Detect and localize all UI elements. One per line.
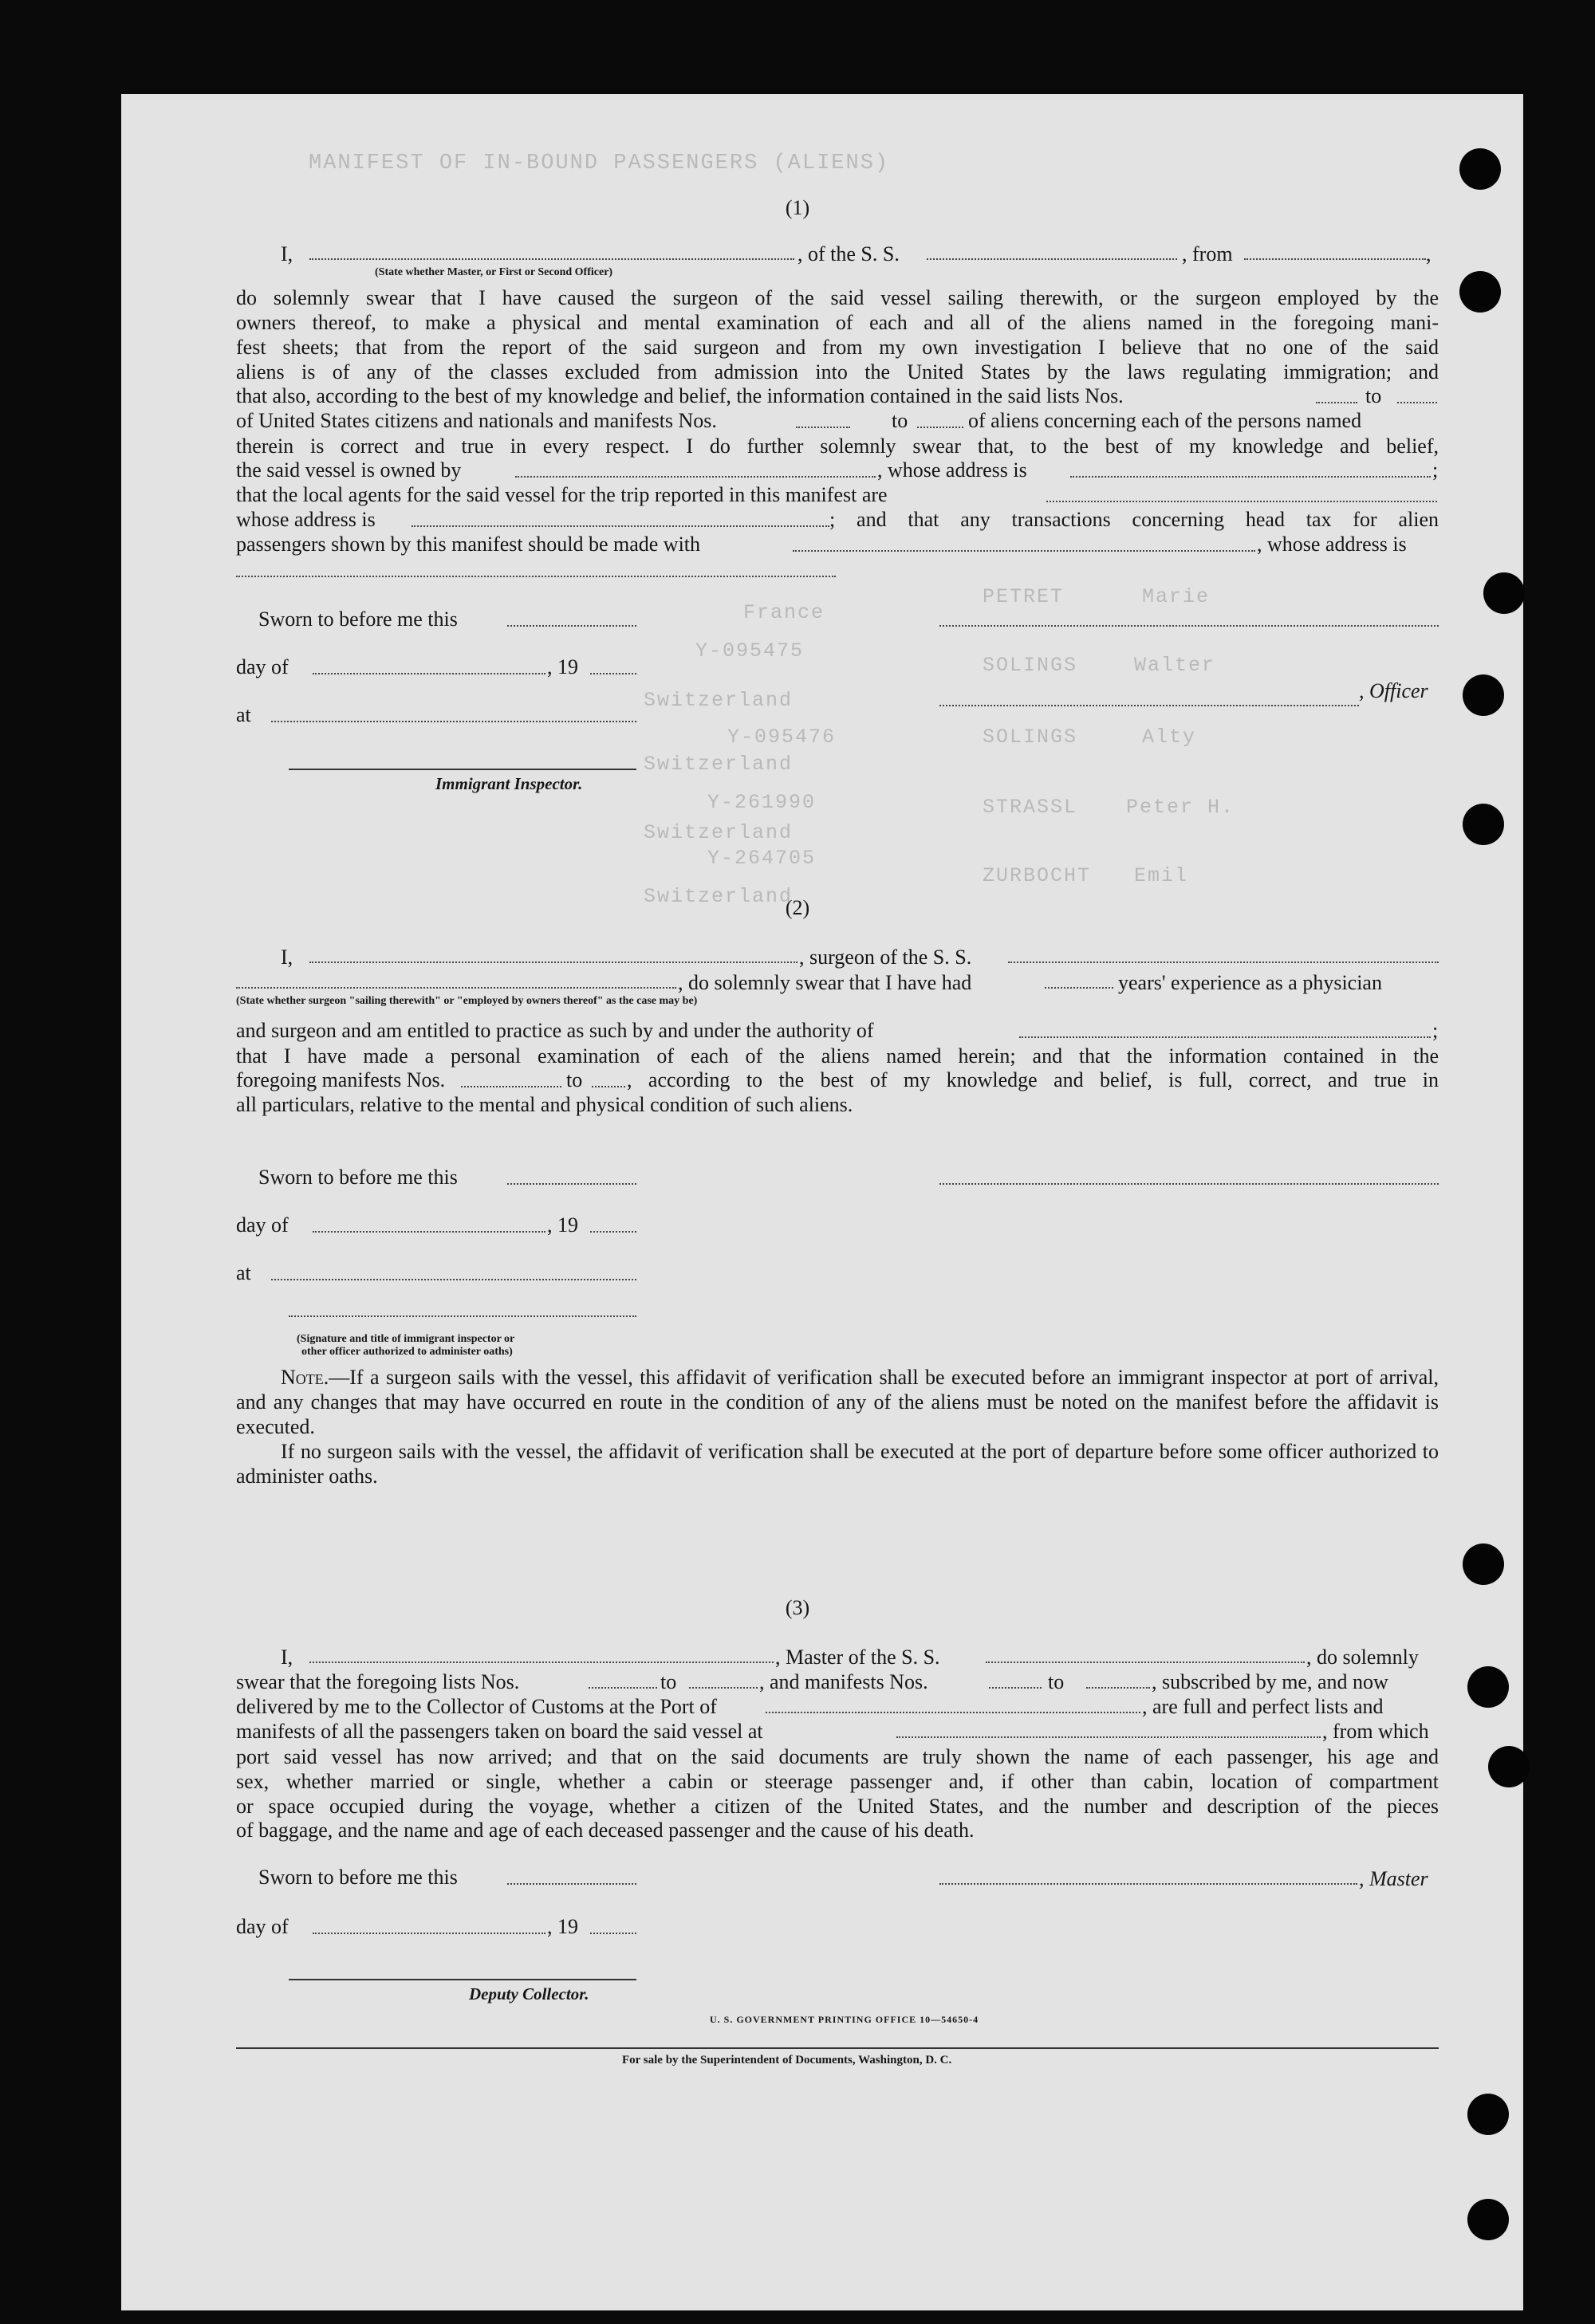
punch-hole	[1467, 2199, 1509, 2240]
agents-address-label: whose address is	[236, 508, 376, 531]
at-label: at	[236, 1261, 251, 1284]
section1-i-label: I,	[281, 242, 293, 265]
sworn-date-field[interactable]	[507, 1882, 636, 1885]
from-port-field[interactable]	[1244, 257, 1426, 260]
officer-label: , Officer	[1359, 679, 1428, 702]
section3-body-line: port said vessel has now arrived; and that on the said documents are truly shown the name of each passenger, his age and	[236, 1745, 1439, 1768]
bleed-through-place: Y-095476	[727, 726, 837, 749]
section1-heading: (1)	[785, 196, 810, 219]
section3-last-line: of baggage, and the name and age of each deceased passenger and the cause of his death.	[236, 1819, 975, 1842]
sworn-label: Sworn to before me this	[258, 1866, 458, 1889]
vessel-name-field[interactable]	[927, 257, 1177, 260]
surgeon-manifests-to-field[interactable]	[592, 1084, 625, 1087]
section1-body-line: fest sheets; that from the report of the said surgeon and from my own investigation I believe that no one of the said	[236, 336, 1439, 359]
year-label: , 19	[547, 1915, 578, 1938]
of-ss-label: , of the S. S.	[798, 242, 900, 265]
do-swear-label: , do solemnly swear that I have had	[678, 971, 972, 994]
owner-address-label: , whose address is	[877, 458, 1027, 482]
do-solemnly-label: , do solemnly	[1306, 1646, 1419, 1669]
sworn-date-field[interactable]	[507, 1182, 636, 1185]
punch-hole	[1483, 572, 1525, 614]
section1-body-line: aliens is of any of the classes excluded from admission into the United States by the laws regulating immigration; and	[236, 360, 1439, 383]
manifests-belief-label: , according to the best of my knowledge and belief, is full, correct, and true in	[627, 1068, 1439, 1091]
section1-body-line: do solemnly swear that I have caused the surgeon of the said vessel sailing therewith, or the surgeon employed by the	[236, 286, 1439, 309]
master-lists-to-field[interactable]	[689, 1685, 758, 1689]
to-label: to	[566, 1068, 583, 1091]
to-label: to	[892, 409, 908, 432]
manifests-nos-label: foregoing manifests Nos.	[236, 1068, 446, 1091]
owned-by-label: the said vessel is owned by	[236, 458, 462, 482]
note-paragraph-2: If no surgeon sails with the vessel, the affidavit of verification shall be executed at the port of departure before some officer authorized to administer oaths.	[236, 1440, 1439, 1488]
headtax-label: ; and that any transactions concerning head tax for alien	[829, 508, 1439, 531]
section1-body-line: owners thereof, to make a physical and mental examination of each and all of the aliens named in the foregoing mani-	[236, 311, 1439, 334]
owner-field[interactable]	[515, 474, 876, 478]
punch-hole	[1463, 674, 1504, 716]
passengers-label: passengers shown by this manifest should be made with	[236, 533, 701, 556]
for-sale-imprint: For sale by the Superintendent of Documents, Washington, D. C.	[622, 2054, 952, 2066]
deputy-collector-label: Deputy Collector.	[469, 1984, 589, 2004]
therein-line: therein is correct and true in every respect. I do further solemnly swear that, to the best of my knowledge and belief,	[236, 435, 1439, 458]
at-label: at	[236, 703, 251, 726]
section2-i-label: I,	[281, 946, 293, 969]
authority-label: and surgeon and am entitled to practice as such by and under the authority of	[236, 1019, 874, 1042]
year-field[interactable]	[590, 671, 636, 674]
year-label: , 19	[547, 655, 578, 678]
to-label: to	[660, 1670, 677, 1693]
bleed-through-name: Emil	[1134, 864, 1189, 887]
section3-i-label: I,	[281, 1646, 293, 1669]
bleed-through-name: SOLINGS	[983, 654, 1078, 677]
bleed-through-place: Switzerland	[644, 821, 794, 844]
subscribed-label: , subscribed by me, and now	[1152, 1670, 1388, 1693]
at-place-field[interactable]	[271, 719, 636, 722]
lists-to-field[interactable]	[1397, 400, 1437, 403]
deputy-signature-line	[289, 1979, 636, 1980]
manifests-to-field[interactable]	[917, 425, 963, 428]
to-label: to	[1048, 1670, 1065, 1693]
manifests-all-label: manifests of all the passengers taken on board the said vessel at	[236, 1720, 763, 1743]
day-of-field[interactable]	[313, 671, 545, 674]
aliens-label: of aliens concerning each of the persons named	[968, 409, 1362, 432]
master-label: , Master	[1359, 1867, 1428, 1890]
immigrant-inspector-label: Immigrant Inspector.	[435, 774, 583, 793]
master-vessel-field[interactable]	[986, 1660, 1305, 1663]
particulars-line: all particulars, relative to the mental and physical condition of such aliens.	[236, 1093, 853, 1116]
agents-label: that the local agents for the said vessel for the trip reported in this manifest are	[236, 483, 888, 506]
master-manifests-to-field[interactable]	[1086, 1685, 1150, 1689]
headtax-address-label: , whose address is	[1257, 533, 1407, 556]
port-field[interactable]	[766, 1710, 1140, 1713]
lists-from-field[interactable]	[1316, 400, 1357, 403]
lists-nos-label: that also, according to the best of my knowledge and belief, the information contained in the said lists Nos.	[236, 384, 1124, 407]
examined-line: that I have made a personal examination of each of the aliens named herein; and that the information contained in the	[236, 1044, 1439, 1068]
note-text: —If a surgeon sails with the vessel, this affidavit of verification shall be executed before an immigrant inspector at port of arrival, and any changes that may have occurred en route in the condition of any of the aliens must be noted on the manifest before the affidavit is executed.	[236, 1366, 1439, 1438]
officer-signature-line-2[interactable]	[939, 703, 1359, 706]
punch-hole	[1467, 1666, 1509, 1708]
departure-port-field[interactable]	[896, 1735, 1321, 1738]
bleed-through-place: Switzerland	[644, 885, 794, 908]
day-of-field[interactable]	[313, 1229, 545, 1233]
bleed-through-place: France	[743, 601, 825, 624]
bleed-through-place: Y-261990	[707, 791, 817, 814]
to-label: to	[1365, 384, 1382, 407]
sworn-label: Sworn to before me this	[258, 1166, 458, 1189]
authority-field[interactable]	[1019, 1035, 1431, 1038]
manifests-from-field[interactable]	[796, 425, 850, 428]
bleed-through-name: Marie	[1142, 585, 1211, 608]
sworn-date-field[interactable]	[507, 623, 636, 627]
inspector-signature-line	[289, 769, 636, 770]
agents-address-field[interactable]	[412, 524, 829, 527]
punch-hole	[1463, 1543, 1504, 1585]
punch-hole	[1488, 1746, 1530, 1787]
full-perfect-label: , are full and perfect lists and	[1142, 1695, 1384, 1718]
master-manifests-from-field[interactable]	[989, 1685, 1042, 1689]
at-place-field[interactable]	[271, 1277, 636, 1280]
surgeon-status-field[interactable]	[236, 985, 676, 989]
footer-rule	[236, 2047, 1439, 2049]
bleed-through-name: PETRET	[983, 585, 1065, 608]
citizens-label: of United States citizens and nationals and manifests Nos.	[236, 409, 717, 432]
years-experience-field[interactable]	[1045, 985, 1113, 989]
punch-hole	[1459, 148, 1501, 190]
from-label: , from	[1182, 242, 1233, 265]
punch-hole	[1463, 804, 1504, 845]
headtax-address-field[interactable]	[236, 574, 836, 577]
master-of-label: , Master of the S. S.	[775, 1646, 940, 1669]
day-of-label: day of	[236, 1915, 289, 1938]
printing-office-imprint: U. S. GOVERNMENT PRINTING OFFICE 10—54650-4	[710, 2014, 979, 2025]
section2-heading: (2)	[785, 896, 810, 919]
punch-hole	[1467, 2094, 1509, 2135]
headtax-contact-field[interactable]	[793, 549, 1255, 552]
surgeon-vessel-field[interactable]	[1008, 960, 1439, 963]
year-field[interactable]	[590, 1229, 636, 1233]
note-label: Note.	[281, 1366, 329, 1389]
surgeon-signature-line[interactable]	[939, 1182, 1439, 1185]
surgeon-name-field[interactable]	[309, 960, 798, 963]
signature-note-1: (Signature and title of immigrant inspector or	[297, 1333, 515, 1345]
bleed-through-place: Switzerland	[644, 753, 794, 776]
year-field[interactable]	[590, 1931, 636, 1934]
from-which-label: , from which	[1322, 1720, 1429, 1743]
section3-heading: (3)	[785, 1596, 810, 1619]
bleed-through-name: Alty	[1142, 726, 1197, 749]
master-signature-line[interactable]	[939, 1882, 1357, 1885]
bleed-through-name: Walter	[1134, 654, 1216, 677]
officer-name-field[interactable]	[309, 257, 794, 260]
signature-note-2: other officer authorized to administer oaths)	[301, 1346, 513, 1358]
years-experience-label: years' experience as a physician	[1118, 971, 1382, 994]
surgeon-of-label: , surgeon of the S. S.	[799, 946, 972, 969]
agents-field[interactable]	[1046, 499, 1437, 502]
year-label: , 19	[547, 1213, 578, 1237]
section3-body-line: or space occupied during the voyage, whether a citizen of the United States, and the number and description of the pieces	[236, 1795, 1439, 1818]
surgeon-manifests-from-field[interactable]	[461, 1084, 561, 1087]
bleed-through-name: STRASSL	[983, 796, 1078, 819]
delivered-label: delivered by me to the Collector of Customs at the Port of	[236, 1695, 717, 1718]
sworn-label: Sworn to before me this	[258, 608, 458, 631]
bleed-through-place: Y-264705	[707, 847, 817, 870]
officer-state-note: (State whether Master, or First or Second Officer)	[375, 266, 613, 278]
swear-lists-label: swear that the foregoing lists Nos.	[236, 1670, 520, 1693]
section3-body-line: sex, whether married or single, whether a cabin or steerage passenger and, if other than cabin, location of compartment	[236, 1770, 1439, 1793]
bleed-through-place: Y-095475	[695, 639, 805, 663]
surgeon-state-note: (State whether surgeon "sailing therewith" or "employed by owners thereof" as the case may be)	[236, 995, 698, 1007]
day-of-label: day of	[236, 655, 289, 678]
bleed-through-name: SOLINGS	[983, 726, 1078, 749]
master-name-field[interactable]	[309, 1660, 774, 1663]
day-of-label: day of	[236, 1213, 289, 1237]
day-of-field[interactable]	[313, 1931, 545, 1934]
master-lists-from-field[interactable]	[589, 1685, 657, 1689]
and-manifests-label: , and manifests Nos.	[759, 1670, 928, 1693]
note-paragraph	[236, 1365, 1439, 1439]
bleed-through-name: Peter H.	[1126, 796, 1235, 819]
officer-signature-line[interactable]	[289, 1314, 636, 1317]
bleed-through-place: Switzerland	[644, 689, 794, 712]
officer-signature-line-1[interactable]	[939, 623, 1439, 627]
punch-hole	[1459, 271, 1501, 313]
bleed-through-name: ZURBOCHT	[983, 864, 1092, 887]
bleed-through-header: MANIFEST OF IN-BOUND PASSENGERS (ALIENS)	[309, 151, 890, 175]
owner-address-field[interactable]	[1070, 474, 1431, 478]
